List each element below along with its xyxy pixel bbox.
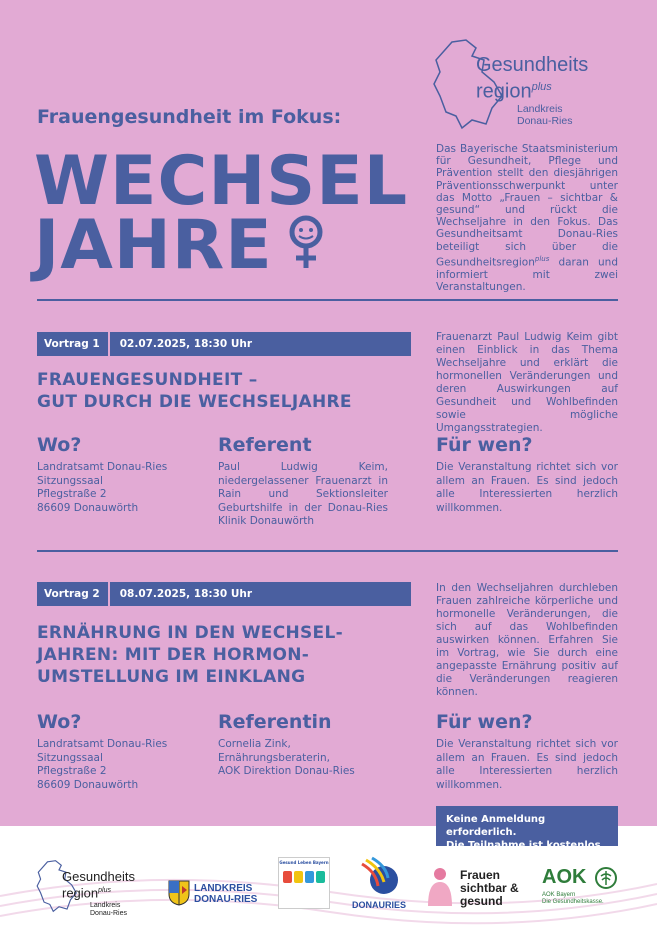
footer-donauries-logo — [350, 856, 410, 916]
talk2-speaker-line: AOK Direktion Donau-Ries — [218, 765, 355, 777]
talk2-audience-text: Die Veranstaltung richtet sich vor allem an Frauen. Es sind jedoch alle Interessierten herzlich willkommen. — [436, 738, 618, 791]
footer-landkreis-logo — [168, 880, 268, 910]
talk1-title-line1: FRAUENGESUNDHEIT – — [37, 370, 258, 390]
talk2-title — [37, 622, 343, 688]
talk2-where-line: Landratsamt Donau-Ries — [37, 738, 168, 750]
logo-line2: region — [476, 80, 532, 103]
talk1-speaker — [218, 434, 388, 529]
footer-gr-plus: plus — [98, 887, 111, 894]
talk1-date: 02.07.2025, 18:30 Uhr — [119, 338, 253, 350]
divider-1 — [37, 299, 618, 301]
aok-tree-icon — [594, 866, 618, 890]
headline-line1: WECHSEL — [34, 142, 409, 221]
footer-gesund-leben-bayern-logo — [278, 857, 330, 909]
donauries-text: DONAURIES — [352, 900, 407, 910]
footer-frauen-logo — [424, 866, 534, 912]
talk2-audience-heading: Für wen? — [436, 711, 533, 733]
donauries-swirl-icon — [358, 856, 402, 898]
footer-gr-line1: Gesundheits — [62, 869, 135, 884]
divider-2 — [37, 550, 618, 552]
talk1-where — [37, 434, 207, 515]
footer-lk-line2: DONAU-RIES — [194, 894, 258, 905]
logo-line1: Gesundheits — [476, 54, 589, 76]
intro-plus: plus — [534, 254, 550, 263]
logo-sub1: Landkreis — [517, 103, 563, 115]
talk2-where-line: Sitzungssaal — [37, 751, 103, 764]
headline-line2: JAHRE — [34, 206, 273, 285]
footer-gr-line2: region — [62, 885, 99, 901]
intro-text — [436, 143, 618, 293]
subtitle: Frauengesundheit im Fokus: — [37, 106, 342, 128]
glb-icon-yellow — [294, 871, 303, 883]
footer-gesundheitsregion-logo — [36, 856, 156, 926]
footer-lk-line1: LANDKREIS — [194, 883, 253, 894]
talk2-title-line3: UMSTELLUNG IM EINKLANG — [37, 667, 306, 687]
glb-icon-blue — [305, 871, 314, 883]
talk2-speaker — [218, 711, 388, 779]
talk2-where — [37, 711, 207, 792]
talk2-speaker-line: Ernährungsberaterin, — [218, 751, 330, 764]
footer-gr-sub1: Landkreis — [90, 902, 121, 909]
logo-plus: plus — [531, 81, 552, 93]
aok-sub1: AOK Bayern — [542, 892, 576, 898]
talk1-audience-text: Die Veranstaltung richtet sich vor allem an Frauen. Es sind jedoch alle Interessierten herzlich willkommen. — [436, 461, 618, 514]
talk1-where-heading: Wo? — [37, 434, 82, 456]
female-symbol-icon — [286, 214, 326, 270]
glb-icon-red — [283, 871, 292, 883]
frauen-figure-icon — [424, 866, 456, 912]
talk1-where-line: Landratsamt Donau-Ries — [37, 461, 168, 473]
talk2-speaker-line: Cornelia Zink, — [218, 738, 291, 750]
talk2-bar — [37, 582, 411, 606]
glb-title: Gesund Leben Bayern — [279, 860, 329, 865]
talk2-speaker-heading: Referentin — [218, 711, 332, 733]
talk1-bar — [37, 332, 411, 356]
gesundheitsregion-logo — [432, 38, 622, 134]
talk2-where-line: 86609 Donauwörth — [37, 778, 139, 791]
talk2-date: 08.07.2025, 18:30 Uhr — [119, 588, 253, 600]
footer-gr-sub2: Donau-Ries — [90, 910, 127, 917]
talk2-title-line2: JAHREN: MIT DER HORMON- — [37, 645, 310, 665]
talk1-audience-heading: Für wen? — [436, 434, 533, 456]
talk1-speaker-text: Paul Ludwig Keim, niedergelassener Frauenarzt in Rain und Sektionsleiter Geburtshilfe in der Donau-Ries Klinik Donauwörth — [218, 461, 388, 527]
talk1-title-line2: GUT DURCH DIE WECHSELJAHRE — [37, 392, 352, 412]
notice-line1: Keine Anmeldung erforderlich. — [446, 814, 546, 838]
talk2-audience — [436, 711, 618, 792]
talk1-where-line: 86609 Donauwörth — [37, 501, 139, 514]
intro-pre: Das Bayerische Staatsministerium für Gesundheit, Pflege und Prävention stellt den diesjährigen Präventionsschwerpunkt unter das Motto „Frauen – sichtbar & gesund“ und rückt die Wechseljahre in den Fokus. Das Gesundheitsamt Donau-Ries beteiligt sich über die Gesundheitsregion — [436, 143, 618, 269]
frauen-line2: sichtbar & — [460, 881, 519, 895]
talk1-title — [37, 369, 352, 413]
talk1-where-line: Sitzungssaal — [37, 474, 103, 487]
notice-line2: Die Teilnahme ist kostenlos. — [446, 840, 605, 851]
talk2-title-line1: ERNÄHRUNG IN DEN WECHSEL- — [37, 623, 343, 643]
intro-post: daran und informiert mit zwei Veranstaltungen. — [436, 256, 618, 293]
frauen-line3: gesund — [460, 894, 503, 908]
coat-of-arms-icon — [168, 880, 190, 906]
glb-icon-teal — [316, 871, 325, 883]
frauen-line1: Frauen — [460, 868, 501, 882]
talk1-where-line: Pflegstraße 2 — [37, 488, 107, 500]
talk2-where-heading: Wo? — [37, 711, 82, 733]
talk2-description: In den Wechseljahren durchleben Frauen zahlreiche körperliche und hormonelle Veränderungen, die sich auf das Wohlbefinden auswirken können. Erfahren Sie im Vortrag, wie Sie durch eine angepasste Ernährung positiv auf die Veränderungen reagieren können. — [436, 582, 618, 698]
aok-sub2: Die Gesundheitskasse. — [542, 899, 604, 905]
talk1-tag: Vortrag 1 — [37, 332, 110, 356]
aok-text: AOK — [542, 866, 587, 888]
talk2-tag: Vortrag 2 — [37, 582, 110, 606]
talk2-where-line: Pflegstraße 2 — [37, 765, 107, 777]
notice-box — [436, 806, 618, 851]
talk1-speaker-heading: Referent — [218, 434, 312, 456]
logo-sub2: Donau-Ries — [517, 115, 573, 127]
footer-aok-logo — [542, 866, 622, 912]
talk1-description: Frauenarzt Paul Ludwig Keim gibt einen Einblick in das Thema Wechseljahre und erklärt die hormonellen Veränderungen und deren Auswirkungen auf Gesundheit und Wohlbefinden sowie mögliche Umgangsstrategien. — [436, 331, 618, 434]
talk1-audience — [436, 434, 618, 515]
